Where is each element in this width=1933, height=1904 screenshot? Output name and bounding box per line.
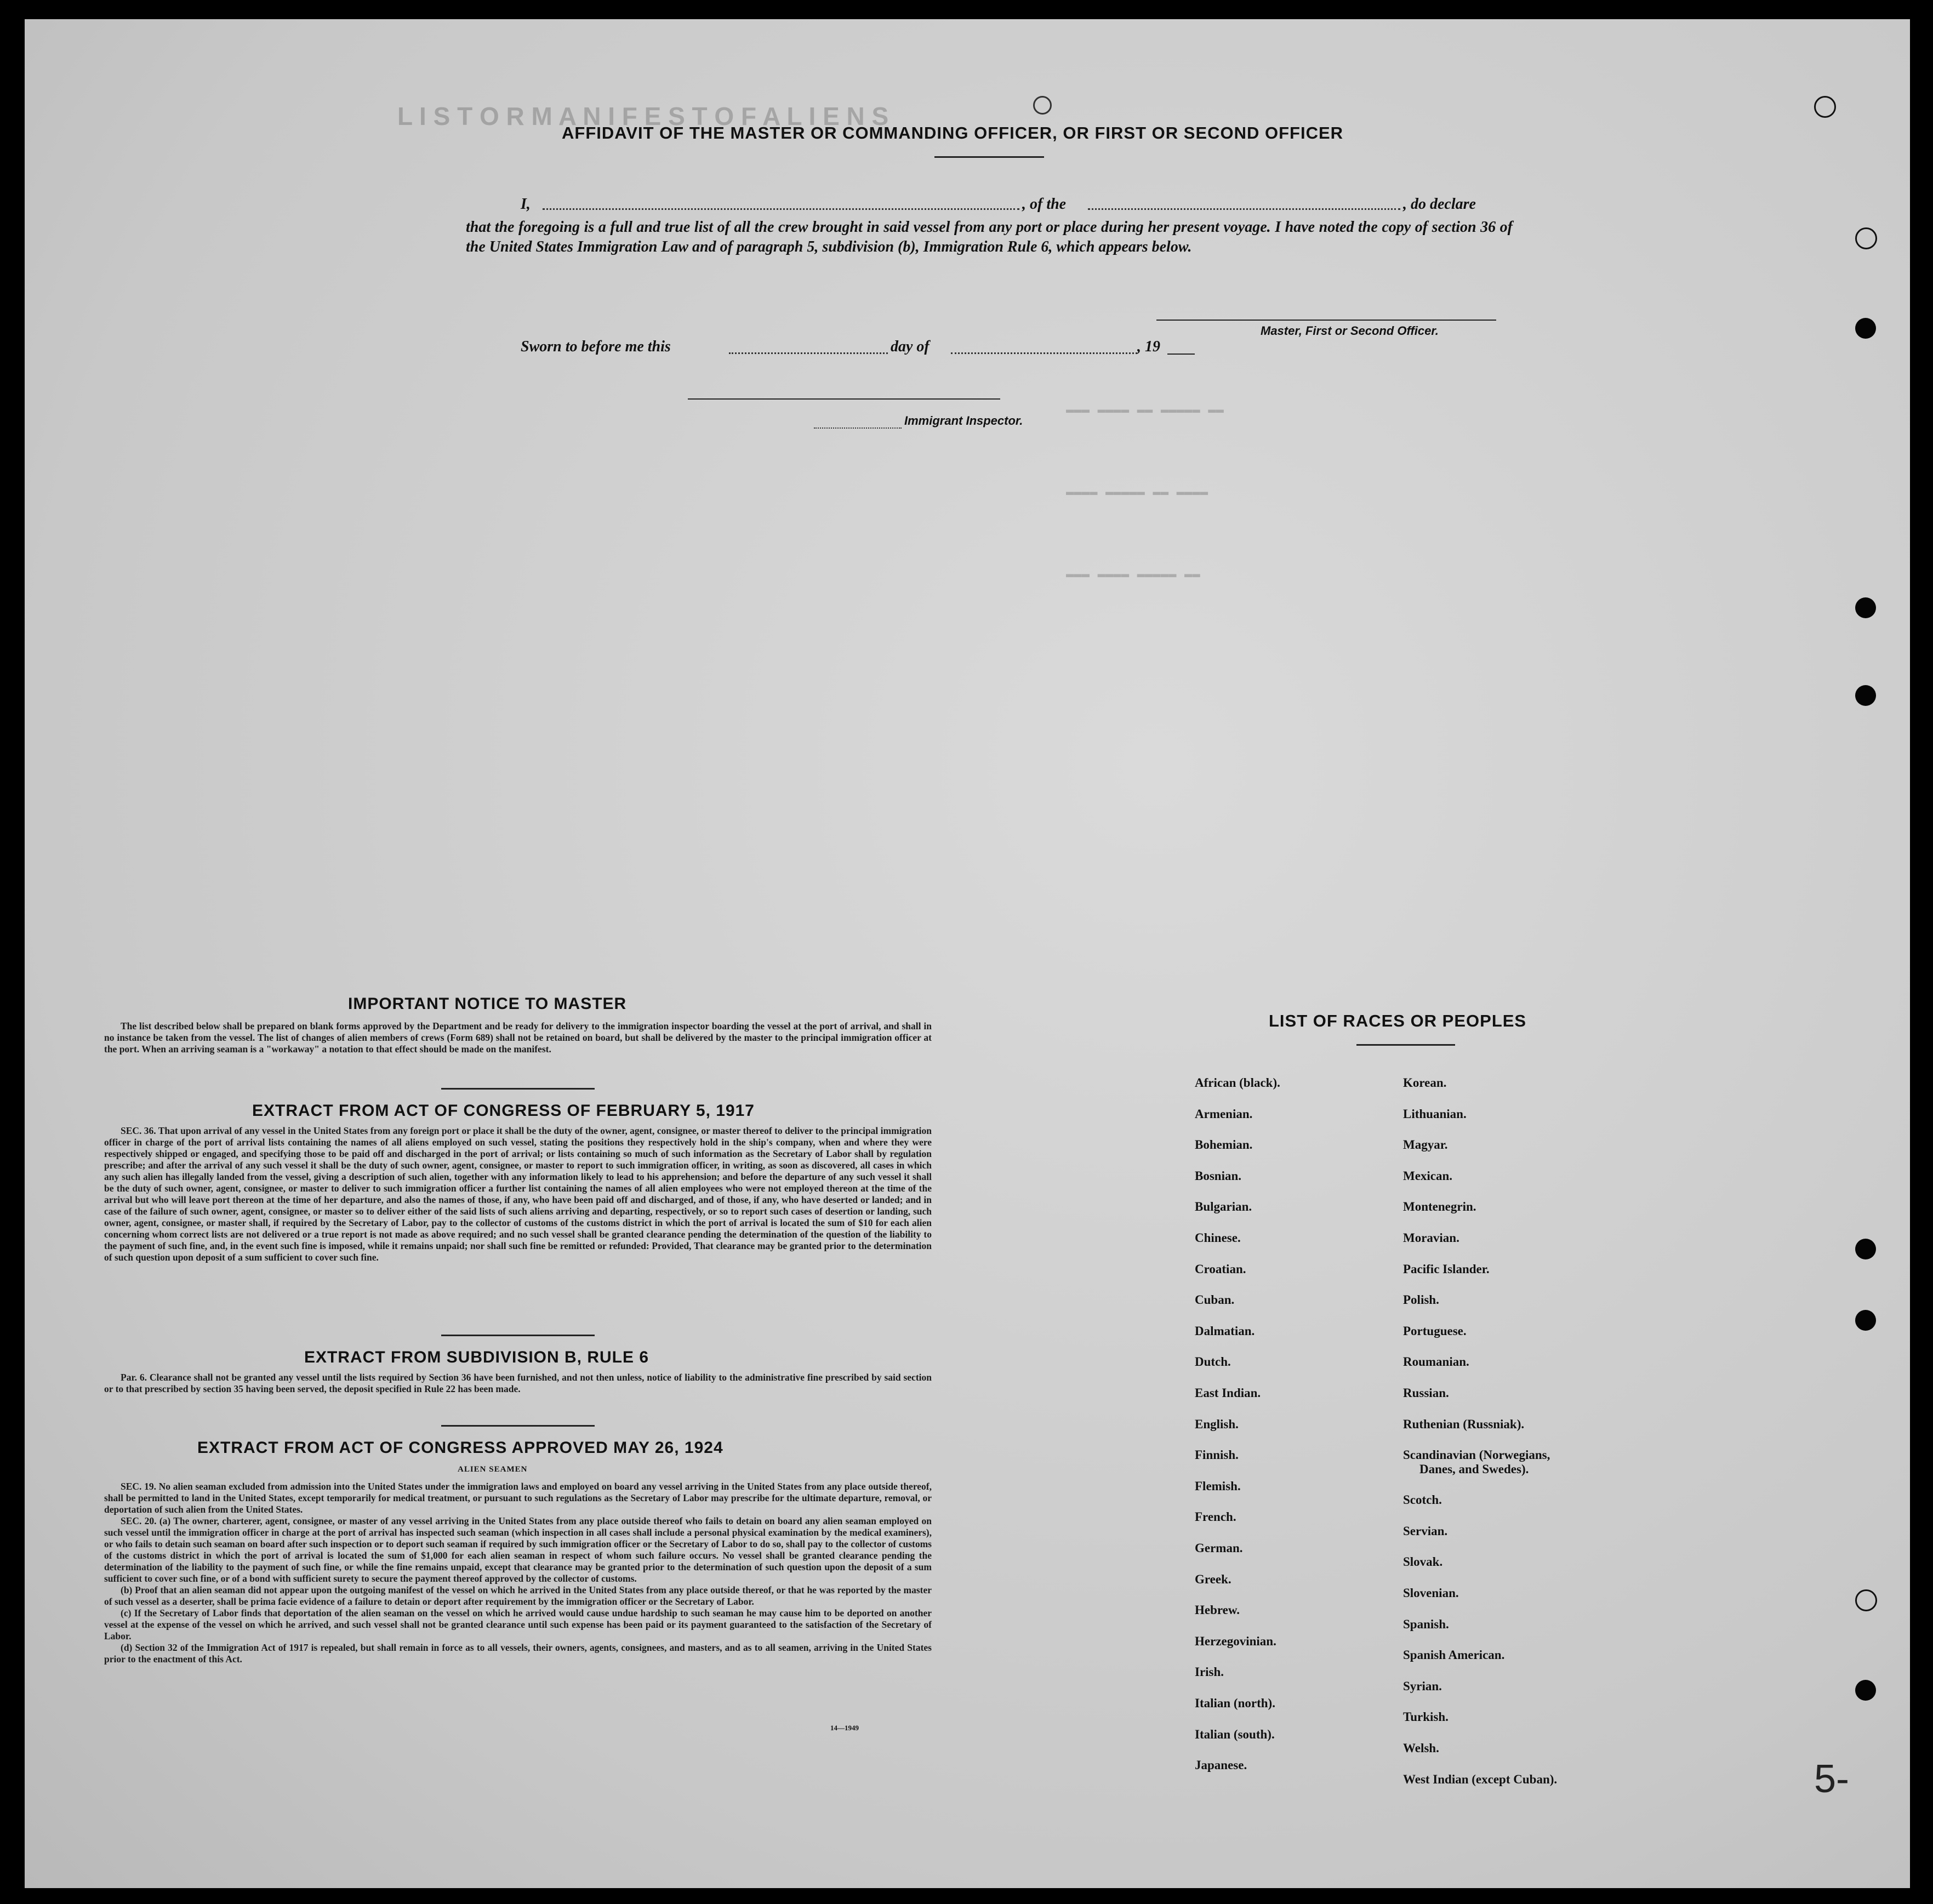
race-item: West Indian (except Cuban). <box>1403 1772 1558 1786</box>
race-item: Slovak. <box>1403 1555 1443 1569</box>
race-item: Finnish. <box>1195 1448 1239 1462</box>
punch-hole <box>1855 227 1877 249</box>
affidavit-do-declare: , do declare <box>1403 196 1476 213</box>
race-item: Polish. <box>1403 1293 1439 1307</box>
affidavit-body: that the foregoing is a full and true list of all the crew brought in said vessel from any port or place during her present voyage. I have noted the copy of section 36 of the United States Immigration Law and of paragraph 5, subdivision (b), Immigration Rule 6, which appears below. <box>466 219 1513 255</box>
bleed-through-text: ▬▬▬ ▬▬▬▬ ▬▬ ▬▬▬▬▬ ▬▬ <box>1066 403 1224 418</box>
alien-seamen-subtitle: ALIEN SEAMEN <box>458 1465 528 1474</box>
bleed-through-text: L I S T O R M A N I F E S T O F A L I E N S <box>397 102 889 130</box>
race-item: Italian (north). <box>1195 1696 1275 1710</box>
race-item: Russian. <box>1403 1386 1449 1400</box>
race-item: Armenian. <box>1195 1107 1253 1121</box>
day-field-line[interactable] <box>729 352 888 354</box>
race-item: Magyar. <box>1403 1138 1448 1152</box>
race-item: Cuban. <box>1195 1293 1235 1307</box>
name-field-line[interactable] <box>543 208 1019 210</box>
sworn-prefix: Sworn to before me this <box>521 338 671 355</box>
race-item: English. <box>1195 1417 1239 1431</box>
race-item: Flemish. <box>1195 1479 1241 1493</box>
punch-hole <box>1855 318 1876 339</box>
race-item: French. <box>1195 1510 1236 1524</box>
race-item: Lithuanian. <box>1403 1107 1467 1121</box>
section-20c: (c) If the Secretary of Labor finds that deportation of the alien seaman on the vessel on which he arrived would cause undue hardship to such seaman he may cause him to be deported on another vessel at the expense of the vessel on which he arrived, and such vessel shall not be granted clearance until such expense has been paid or its payment guaranteed to the satisfaction of the Secretary of Labor. <box>104 1607 932 1641</box>
section-20d: (d) Section 32 of the Immigration Act of 1917 is repealed, but shall remain in force as to all vessels, their owners, agents, consignees, and masters, and as to all seamen, arriving in the United States prior to the enactment of this Act. <box>104 1642 932 1664</box>
extract-rule6-text: Par. 6. Clearance shall not be granted any vessel until the lists required by Section 36 have been furnished, and not then unless, notice of liability to the administrative fine prescribed by said section or to that prescribed by section 35 having been served, the deposit specified in Rule 22 has been made. <box>104 1372 932 1394</box>
sworn-day-of: day of <box>891 338 930 355</box>
punch-hole <box>1855 1680 1876 1701</box>
bleed-through-text: ▬▬▬▬ ▬▬▬▬▬ ▬▬ ▬▬▬▬ <box>1066 485 1208 500</box>
section-20a: SEC. 20. (a) The owner, charterer, agent, consignee, or master of any vessel arriving in the United States from any place outside thereof who fails to detain on board any alien seaman employed on such vessel until the immigration officer in charge at the port of arrival has inspected such seaman (which inspection in all cases shall include a personal physical examination by the medical examiners), or who fails to detain such seaman on board after such inspection or to deport such seaman if required by such immigration officer or the Secretary of Labor to do so, shall pay to the collector of customs of the customs district in which the port of arrival is located the sum of $1,000 for each alien seaman in respect of whom such failure occurs. No vessel shall be granted clearance pending the determination of the liability to the payment of such fine, or while the fine remains unpaid, except that clearance may be granted prior to the determination of such question upon the deposit of a sum sufficient to cover such fine, or of a bond with sufficient surety to secure the payment thereof approved by the collector of customs. <box>104 1515 932 1584</box>
race-item: Welsh. <box>1403 1741 1439 1755</box>
race-item: Montenegrin. <box>1403 1200 1476 1214</box>
races-title: LIST OF RACES OR PEOPLES <box>1269 1011 1527 1030</box>
divider <box>1356 1044 1455 1046</box>
punch-hole <box>1855 597 1876 618</box>
race-item: Korean. <box>1403 1076 1447 1090</box>
race-item: Roumanian. <box>1403 1355 1469 1369</box>
race-item: African (black). <box>1195 1076 1280 1090</box>
form-number: 14—1949 <box>830 1724 859 1732</box>
signature-caption: Master, First or Second Officer. <box>1261 324 1439 338</box>
race-item: Syrian. <box>1403 1679 1442 1693</box>
race-item: Spanish. <box>1403 1617 1449 1631</box>
affidavit-title: AFFIDAVIT OF THE MASTER OR COMMANDING OFFICER, OR FIRST OR SECOND OFFICER <box>562 123 1344 142</box>
race-item: Bosnian. <box>1195 1168 1242 1183</box>
race-item: Mexican. <box>1403 1168 1453 1183</box>
race-item: Chinese. <box>1195 1231 1241 1245</box>
race-item: Portuguese. <box>1403 1324 1467 1338</box>
extract-rule6-title: EXTRACT FROM SUBDIVISION B, RULE 6 <box>304 1348 649 1366</box>
race-item: German. <box>1195 1541 1243 1555</box>
race-item: Moravian. <box>1403 1231 1459 1245</box>
race-item: East Indian. <box>1195 1386 1261 1400</box>
inspector-signature-line[interactable] <box>688 398 1000 400</box>
race-item: Italian (south). <box>1195 1727 1275 1741</box>
divider <box>441 1425 595 1427</box>
section-19: SEC. 19. No alien seaman excluded from admission into the United States under the immigration laws and employed on board any vessel arriving in the United States from any place outside thereof, shall be permitted to land in the United States, except temporarily for medical treatment, or pursuant to such regulations as the Secretary of Labor may prescribe for the ultimate departure, removal, or deportation of such alien from the United States. <box>104 1481 932 1515</box>
punch-hole <box>1855 1589 1877 1611</box>
punch-hole <box>1033 96 1052 115</box>
extract-1917-title: EXTRACT FROM ACT OF CONGRESS OF FEBRUARY 5, 1917 <box>252 1102 755 1120</box>
extract-1924-text <box>104 1481 932 1665</box>
divider <box>441 1088 595 1090</box>
race-item: Scotch. <box>1403 1493 1442 1507</box>
race-item: Croatian. <box>1195 1262 1246 1276</box>
section-20b: (b) Proof that an alien seaman did not appear upon the outgoing manifest of the vessel on which he arrived in the United States from any place outside thereof, or that he was reported by the master of such vessel as a deserter, shall be prima facie evidence of a failure to detain or deport after requirement by the immigration officer or the Secretary of Labor. <box>104 1584 932 1607</box>
race-item: Danes, and Swedes). <box>1419 1462 1529 1476</box>
race-item: Slovenian. <box>1403 1586 1459 1600</box>
signature-line[interactable] <box>1156 320 1496 321</box>
punch-hole <box>1855 1310 1876 1331</box>
divider <box>441 1335 595 1336</box>
race-item: Turkish. <box>1403 1710 1449 1724</box>
race-item: Greek. <box>1195 1572 1231 1586</box>
sworn-year: , 19 <box>1137 338 1160 355</box>
notice-text: The list described below shall be prepared on blank forms approved by the Department and be ready for delivery to the immigration inspector boarding the vessel at the port of arrival, and shall in no instance be taken from the vessel. The list of changes of alien members of crews (Form 689) shall not be retained on board, but shall be delivered by the master to the principal immigration officer at the port. When an arriving seaman is a "workaway" a notation to that effect should be made on the manifest. <box>104 1021 932 1054</box>
extract-1917-text: SEC. 36. That upon arrival of any vessel in the United States from any foreign port or place it shall be the duty of the owner, agent, consignee, or master thereof to deliver to the principal immigration officer in charge of the port of arrival lists containing the names of all aliens employed on such vessel, stating the positions they respectively hold in the ship's company, when and where they were respectively shipped or engaged, and specifying those to be paid off and discharged in the port of arrival; or lists containing so much of such information as the Secretary of Labor shall by regulation prescribe; and after the arrival of any such vessel it shall be the duty of such owner, agent, consignee, or master to report to such immigration officer, in writing, as soon as discovered, all cases in which any such alien has illegally landed from the vessel, giving a description of such alien, together with any information likely to lead to his apprehension; and before the departure of any such vessel it shall be the duty of such owner, agent, consignee, or master to deliver to such immigration officer a further list containing the names of all alien employees who were not employed thereon at the time of the arrival but who will leave port thereon at the time of her departure, and also the names of those, if any, who have been paid off and discharged, and of those, if any, who have deserted or landed; and in case of the failure of such owner, agent, consignee, or master so to deliver either of the said lists of such aliens arriving and departing, respectively, or so to report such cases of desertion or landing, such owner, agent, consignee, or master shall, if required by the Secretary of Labor, pay to the collector of customs of the customs district in which the port of arrival is located the sum of $10 for each alien concerning whom correct lists are not delivered or a true report is not made as above required; and no such vessel shall be granted clearance pending the determination of the question of the liability to the payment of such fine, and, in the event such fine is imposed, while it remains unpaid; nor shall such fine be remitted or refunded: Provided, That clearance may be granted prior to the determination of such question upon deposit of a sum sufficient to cover such fine. <box>104 1125 932 1263</box>
inspector-caption: Immigrant Inspector. <box>904 414 1023 427</box>
affidavit-of-the: , of the <box>1022 196 1067 213</box>
punch-hole <box>1855 685 1876 706</box>
bleed-through-text: ▬▬▬ ▬▬▬▬ ▬▬▬▬▬ ▬▬ <box>1066 567 1200 582</box>
divider <box>934 156 1044 158</box>
affidavit-i: I, <box>521 196 531 213</box>
race-item: Dalmatian. <box>1195 1324 1255 1338</box>
race-item: Herzegovinian. <box>1195 1634 1276 1648</box>
document-page <box>25 19 1910 1888</box>
race-item: Dutch. <box>1195 1355 1231 1369</box>
race-item: Hebrew. <box>1195 1603 1240 1617</box>
race-item: Scandinavian (Norwegians, <box>1403 1448 1550 1462</box>
notice-title: IMPORTANT NOTICE TO MASTER <box>348 995 627 1013</box>
page-number-mark: 5- <box>1814 1757 1850 1801</box>
month-field-line[interactable] <box>951 352 1137 354</box>
race-item: Spanish American. <box>1403 1648 1505 1662</box>
race-item: Bulgarian. <box>1195 1200 1252 1214</box>
extract-1924-title: EXTRACT FROM ACT OF CONGRESS APPROVED MAY 26, 1924 <box>197 1439 723 1457</box>
race-item: Ruthenian (Russniak). <box>1403 1417 1525 1431</box>
inspector-dots <box>814 427 902 429</box>
punch-hole <box>1855 1239 1876 1259</box>
race-item: Bohemian. <box>1195 1138 1253 1152</box>
year-field-line[interactable] <box>1167 354 1195 355</box>
race-item: Servian. <box>1403 1524 1448 1538</box>
race-item: Pacific Islander. <box>1403 1262 1490 1276</box>
race-item: Japanese. <box>1195 1758 1247 1772</box>
punch-hole <box>1814 96 1836 118</box>
race-item: Irish. <box>1195 1665 1224 1679</box>
vessel-field-line[interactable] <box>1088 208 1400 210</box>
